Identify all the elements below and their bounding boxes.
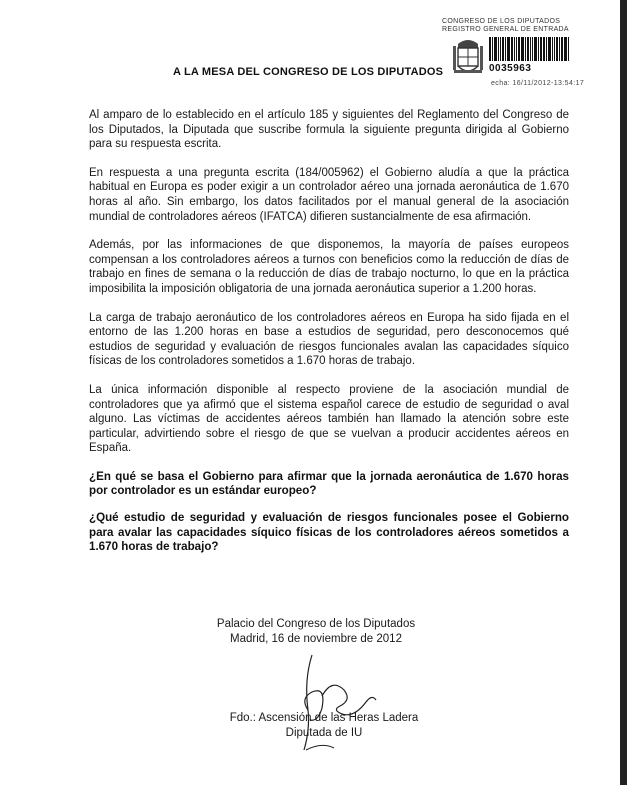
barcode-bar <box>556 37 558 61</box>
barcode-bar <box>538 37 539 61</box>
question-2: ¿Qué estudio de seguridad y evaluación de riesgos funcionales posee el Gobierno para avalar las capacidades síquico físicas de los controladores aéreos sometidos a 1.670 horas de trabajo? <box>89 511 569 554</box>
registry-stamp-line1: CONGRESO DE LOS DIPUTADOS <box>442 18 561 25</box>
barcode-bar <box>546 37 547 61</box>
barcode-bar <box>518 37 520 61</box>
registry-stamp <box>442 18 622 34</box>
barcode-bar <box>489 37 491 61</box>
barcode-bar <box>525 37 526 61</box>
document-heading: A LA MESA DEL CONGRESO DE LOS DIPUTADOS <box>173 66 444 78</box>
barcode-bar <box>540 37 542 61</box>
signer-role: Diputada de IU <box>285 726 363 739</box>
paragraph-information: La única información disponible al respecto proviene de la asociación mundial de controladores que ya afirmó que el sistema español carece de estudio de seguridad o aval alguno. Las víctimas de accidentes aéreos también han llamado la atención sobre este particular, advirtiendo sobre el riesgo de que se vuelvan a producir accidentes aéreos en España. <box>89 383 569 455</box>
congress-seal-icon <box>452 36 484 78</box>
barcode-bar <box>554 37 555 61</box>
barcode-bar <box>498 37 499 61</box>
barcode-bar <box>521 37 524 61</box>
barcode-bar <box>548 37 551 61</box>
barcode-bar <box>527 37 529 61</box>
signer-block <box>214 711 434 740</box>
barcode-bar <box>561 37 563 61</box>
barcode-bar <box>532 37 533 61</box>
barcode-bar <box>564 37 567 61</box>
closing-block <box>196 617 436 646</box>
closing-place: Palacio del Congreso de los Diputados <box>216 618 416 630</box>
barcode-bar <box>568 37 569 61</box>
handwritten-signature <box>282 650 392 760</box>
paragraph-context: En respuesta a una pregunta escrita (184/005962) el Gobierno aludía a que la práctica habitual en Europa es poder exigir a un controlador aéreo una jornada aeronáutica de 1.670 horas al año. Sin embargo, los datos facilitados por el manual general de la asociación mundial de controladores aéreos (IFATCA) difieren sustancialmente de esa afirmación. <box>89 166 569 223</box>
barcode-bar <box>559 37 560 61</box>
signer-name: Fdo.: Ascensión de las Heras Ladera <box>229 712 419 724</box>
paragraph-europe: Además, por las informaciones de que disponemos, la mayoría de países europeos compensan a los controladores aéreos a turnos con beneficios como la reducción de días de trabajo en fines de semana o la reducción de días de trabajo nocturno, lo que en la práctica imposibilita la imposición obligatoria de una jornada aeronáutica superior a 1.200 horas. <box>89 239 569 295</box>
barcode-bar <box>530 37 531 61</box>
paragraph-intro: Al amparo de lo establecido en el artículo 185 y siguientes del Reglamento del Congreso de los Diputados, la Diputada que suscribe formula la siguiente pregunta dirigida al Gobierno para su respuesta escrita. <box>89 109 569 151</box>
barcode-bar <box>516 37 517 61</box>
closing-date: Madrid, 16 de noviembre de 2012 <box>230 632 402 645</box>
page-edge-bar <box>620 0 627 785</box>
barcode-bar <box>534 37 537 61</box>
registry-stamp-line2: REGISTRO GENERAL DE ENTRADA <box>442 26 569 33</box>
document-body <box>89 108 569 567</box>
barcode-bar <box>514 37 515 61</box>
barcode-bar <box>502 37 504 61</box>
registry-date: echa: 16/11/2012-13:54:17 <box>491 80 585 87</box>
barcode-bar <box>505 37 506 61</box>
barcode-bar <box>500 37 501 61</box>
barcode-bar <box>552 37 553 61</box>
registry-number: 0035963 <box>489 63 532 74</box>
paragraph-workload: La carga de trabajo aeronáutico de los controladores aéreos en Europa ha sido fijada en el entorno de las 1.200 horas en base a estudios de seguridad, pero desconocemos qué estudios de seguridad y evaluación de riesgos funcionales avalan las capacidades síquico físicas de los controladores sometidos a 1.670 horas de trabajo. <box>89 311 569 368</box>
barcode-bar <box>507 37 510 61</box>
question-1: ¿En qué se basa el Gobierno para afirmar que la jornada aeronáutica de 1.670 horas por controlador es un estándar europeo? <box>89 469 569 498</box>
barcode-bar <box>494 37 497 61</box>
barcode-bar <box>543 37 545 61</box>
registry-barcode <box>489 37 592 61</box>
barcode-bar <box>511 37 513 61</box>
barcode-bar <box>492 37 493 61</box>
